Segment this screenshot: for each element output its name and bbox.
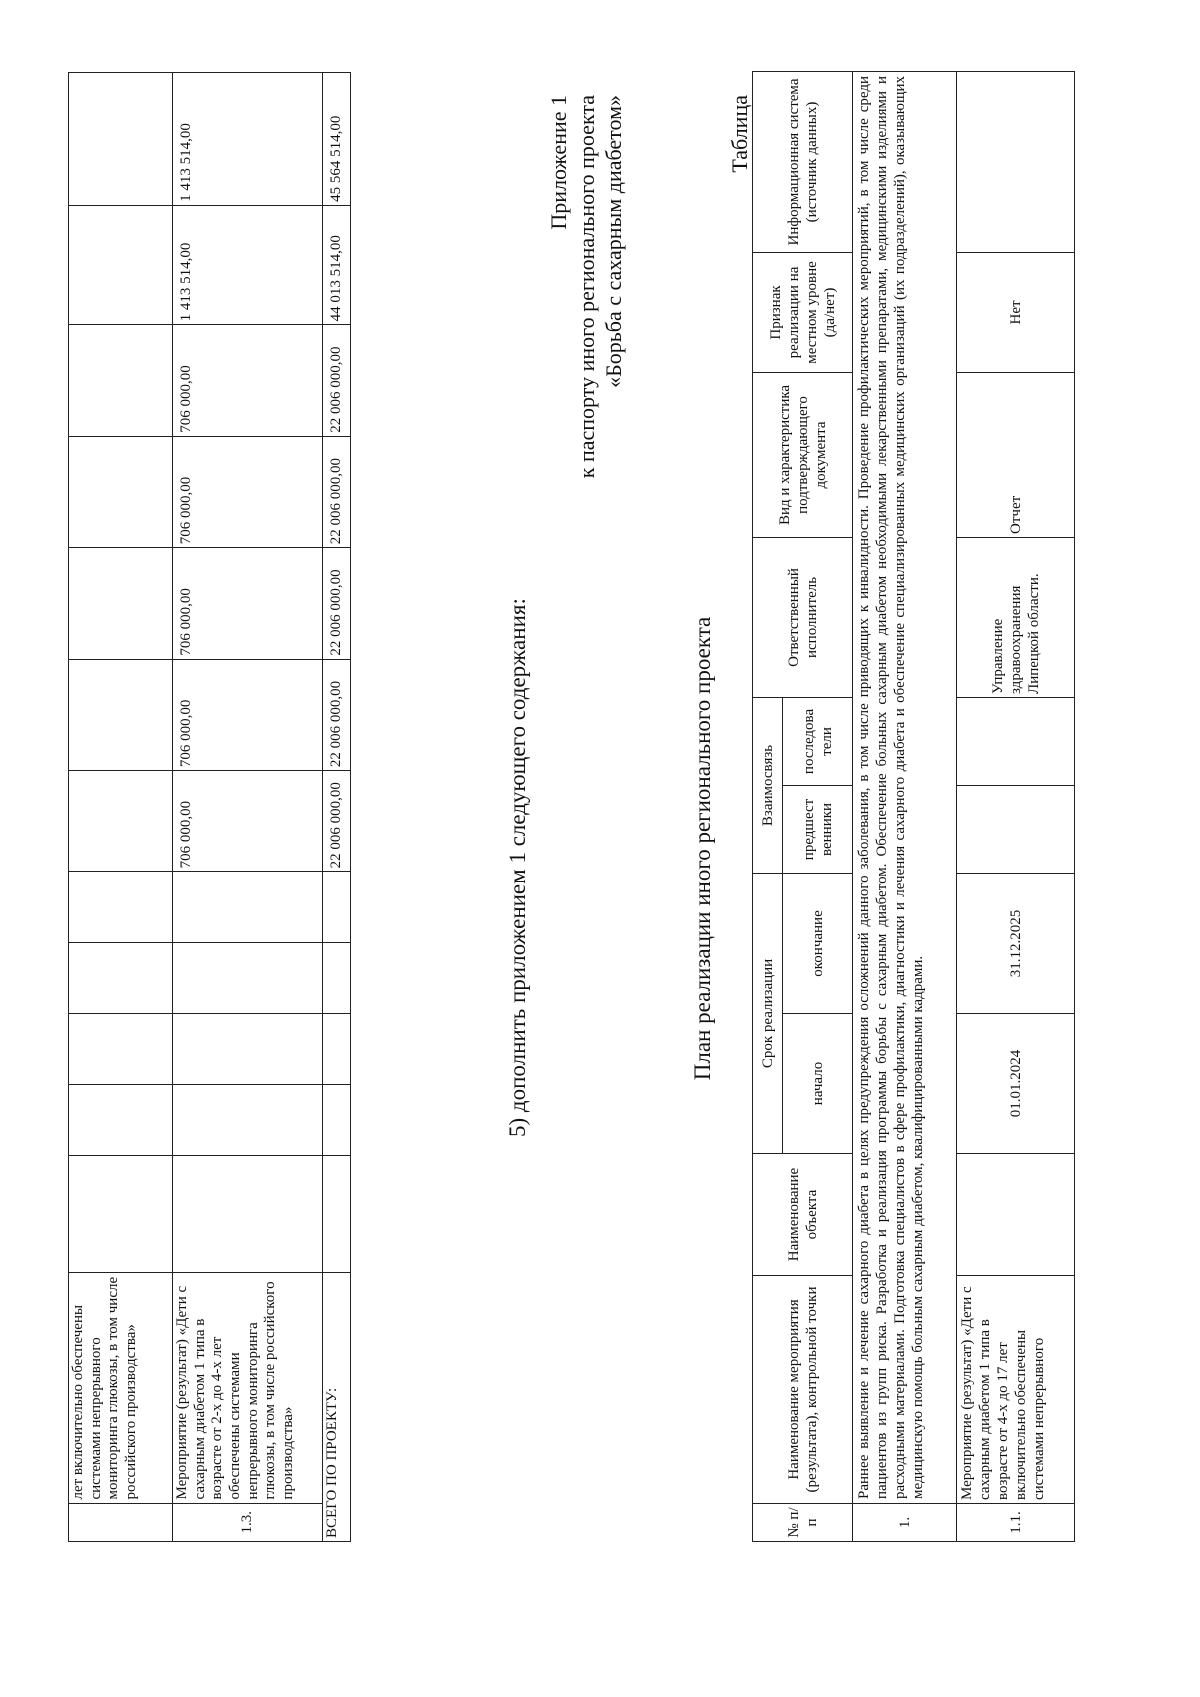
row-name: лет включительно обеспечены системами непрерывного мониторинга глюкозы, в том числе российского производства» bbox=[69, 1272, 173, 1503]
value-cell: 1 413 514,00 bbox=[173, 205, 323, 325]
header-event-name: Наименование мероприятия (результата), контрольной точки bbox=[753, 1276, 853, 1504]
total-label: ВСЕГО ПО ПРОЕКТУ: bbox=[323, 1272, 351, 1541]
event-name: Мероприятие (результат) «Дети с сахарным диабетом 1 типа в возрасте от 4-х до 17 лет включительно обеспечены системами непрерывного bbox=[957, 1276, 1075, 1504]
value-cell bbox=[173, 1014, 323, 1085]
responsible-executor: Управление здравоохранения Липецкой области. bbox=[957, 537, 1075, 697]
total-value: 45 564 514,00 bbox=[323, 73, 351, 206]
total-value: 22 006 000,00 bbox=[323, 548, 351, 659]
total-value bbox=[323, 1085, 351, 1156]
value-cell: 706 000,00 bbox=[173, 325, 323, 436]
total-value: 22 006 000,00 bbox=[323, 436, 351, 547]
total-value bbox=[323, 1014, 351, 1085]
value-cell: 706 000,00 bbox=[173, 436, 323, 547]
header-local-level: Признак реализации на местном уровне (да/нет) bbox=[753, 252, 853, 372]
value-cell bbox=[173, 943, 323, 1014]
task-description: Раннее выявление и лечение сахарного диабета в целях предупреждения осложнений данного заболевания, в том числе приводящих к инвалидности. Проведение профилактических мероприятий, в том числе среди пациентов из групп риска. Разработка и реализация программы борьбы с сахарным диабетом. Обеспечение больных сахарным диабетом необходимыми лекарственными препаратами, медицинскими изделиями и расходными материалами. Подготовка специалистов в сфере профилактики, диагностики и лечения сахарного диабета и обеспечение специализированных медицинских организаций (их подразделений), оказывающих медицинскую помощь больным сахарным диабетом, квалифицированными кадрами. bbox=[853, 71, 957, 1503]
info-system bbox=[957, 71, 1075, 252]
value-cell bbox=[69, 1085, 173, 1156]
header-relation: Взаимосвязь bbox=[753, 697, 783, 873]
value-cell bbox=[69, 325, 173, 436]
successors bbox=[957, 697, 1075, 785]
header-successors: последова тели bbox=[783, 697, 853, 785]
total-value bbox=[323, 872, 351, 943]
row-number: 1.3. bbox=[173, 1503, 323, 1541]
value-cell bbox=[173, 1085, 323, 1156]
row-number: 1.1. bbox=[957, 1504, 1075, 1542]
header-predecessors: предшест венники bbox=[783, 785, 853, 873]
end-date: 31.12.2025 bbox=[957, 873, 1075, 1013]
total-row bbox=[323, 73, 351, 1542]
annex-line-2: к паспорту иного регионального проекта bbox=[573, 95, 599, 479]
header-num: № п/п bbox=[753, 1504, 853, 1542]
total-value: 44 013 514,00 bbox=[323, 205, 351, 325]
value-cell bbox=[173, 1156, 323, 1273]
header-executor: Ответственный исполнитель bbox=[753, 537, 853, 697]
confirming-document: Отчет bbox=[957, 372, 1075, 537]
predecessors bbox=[957, 785, 1075, 873]
table-row bbox=[173, 73, 323, 1542]
row-name: Мероприятие (результат) «Дети с сахарным диабетом 1 типа в возрасте от 2-х до 4-х лет обеспечены системами непрерывного мониторинга глюкозы, в том числе российского производства» bbox=[173, 1272, 323, 1503]
implementation-plan-table bbox=[752, 71, 1075, 1542]
value-cell bbox=[69, 872, 173, 943]
value-cell bbox=[69, 73, 173, 206]
supplement-note: 5) дополнить приложением 1 следующего содержания: bbox=[505, 598, 530, 1137]
total-value bbox=[323, 1156, 351, 1273]
value-cell bbox=[69, 205, 173, 325]
header-info-system: Информационная система (источник данных) bbox=[753, 71, 853, 252]
annex-header bbox=[545, 95, 628, 478]
header-object-name: Наименование объекта bbox=[753, 1154, 853, 1276]
header-document: Вид и характеристика подтверждающего документа bbox=[753, 372, 853, 537]
value-cell bbox=[69, 436, 173, 547]
financing-table-continuation bbox=[68, 72, 351, 1542]
table-row bbox=[69, 73, 173, 1542]
value-cell bbox=[69, 659, 173, 770]
value-cell: 706 000,00 bbox=[173, 548, 323, 659]
value-cell: 706 000,00 bbox=[173, 771, 323, 872]
header-start: начало bbox=[783, 1014, 853, 1154]
annex-line-1: Приложение 1 bbox=[546, 95, 571, 230]
row-number bbox=[69, 1503, 173, 1541]
header-period: Срок реализации bbox=[753, 873, 783, 1153]
table-row bbox=[957, 71, 1075, 1541]
value-cell bbox=[173, 872, 323, 943]
value-cell: 1 413 514,00 bbox=[173, 73, 323, 206]
total-value: 22 006 000,00 bbox=[323, 659, 351, 770]
start-date: 01.01.2024 bbox=[957, 1014, 1075, 1154]
value-cell bbox=[69, 943, 173, 1014]
value-cell bbox=[69, 1156, 173, 1273]
header-end: окончание bbox=[783, 873, 853, 1013]
total-value: 22 006 000,00 bbox=[323, 325, 351, 436]
header-row bbox=[753, 71, 783, 1541]
total-value bbox=[323, 943, 351, 1014]
value-cell bbox=[69, 771, 173, 872]
object-name bbox=[957, 1154, 1075, 1276]
annex-line-3: «Борьба с сахарным диабетом» bbox=[601, 95, 626, 388]
table-row bbox=[853, 71, 957, 1541]
local-level-flag: Нет bbox=[957, 252, 1075, 372]
total-value: 22 006 000,00 bbox=[323, 771, 351, 872]
value-cell bbox=[69, 1014, 173, 1085]
value-cell bbox=[69, 548, 173, 659]
row-number: 1. bbox=[853, 1504, 957, 1542]
value-cell: 706 000,00 bbox=[173, 659, 323, 770]
plan-title: План реализации иного регионального проекта bbox=[690, 616, 715, 1081]
table-caption: Таблица bbox=[727, 95, 752, 173]
